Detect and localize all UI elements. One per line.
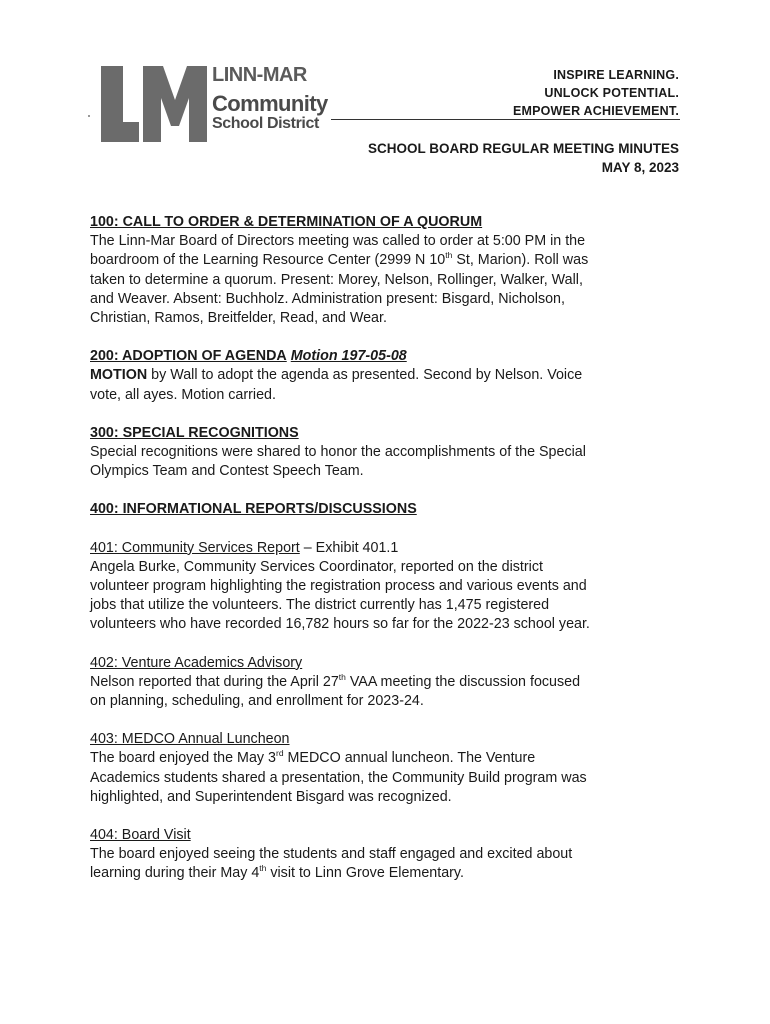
section-200-line: MOTION by Wall to adopt the agenda as presented. Second by Nelson. Voice [90,367,583,384]
tagline [513,66,679,120]
section-100-line: boardroom of the Learning Resource Center (2999 N 10th St, Marion). Roll was [90,250,589,269]
stray-dot [88,115,90,117]
section-100-line: Christian, Ramos, Breitfelder, Read, and Wear. [90,310,387,327]
logo-line-school-district: School District [212,115,319,132]
section-401-line: volunteers who have recorded 16,782 hours so far for the 2022-23 school year. [90,616,590,633]
motion-word: MOTION [90,367,148,384]
section-401-line: Angela Burke, Community Services Coordinator, reported on the district [90,558,543,575]
title-line-1: SCHOOL BOARD REGULAR MEETING MINUTES [367,141,679,156]
section-402-line: Nelson reported that during the April 27th VAA meeting the discussion focused [90,672,581,690]
section-403-heading: 403: MEDCO Annual Luncheon [90,731,290,748]
section-400-heading: 400: INFORMATIONAL REPORTS/DISCUSSIONS [90,501,417,518]
section-402-line: on planning, scheduling, and enrollment for 2023-24. [90,693,424,710]
section-402-heading: 402: Venture Academics Advisory [90,654,303,671]
section-403-line: Academics students shared a presentation, the Community Build program was [90,769,587,786]
section-401-line: volunteer program highlighting the registration process and various events and [90,578,587,595]
section-404-heading: 404: Board Visit [90,827,191,844]
section-403-line: The board enjoyed the May 3rd MEDCO annual luncheon. The Venture [90,748,536,767]
section-401-line: jobs that utilize the volunteers. The district currently has 1,475 registered [90,597,550,614]
lm-monogram-icon [99,64,209,144]
section-401-heading: 401: Community Services Report – Exhibit 401.1 [90,539,399,556]
section-300-heading: 300: SPECIAL RECOGNITIONS [90,424,299,441]
section-404-line: The board enjoyed seeing the students and staff engaged and excited about [90,846,573,863]
section-100-line: and Weaver. Absent: Buchholz. Administration present: Bisgard, Nicholson, [90,290,565,307]
section-100-line: taken to determine a quorum. Present: Morey, Nelson, Rollinger, Walker, Wall, [90,271,583,288]
document-title [368,139,679,177]
section-300-line: Special recognitions were shared to honor the accomplishments of the Special [90,444,586,461]
section-100-heading: 100: CALL TO ORDER & DETERMINATION OF A QUORUM [90,214,483,230]
tagline-line-1: INSPIRE LEARNING. [553,68,679,82]
section-403-line: highlighted, and Superintendent Bisgard was recognized. [90,788,452,805]
title-date: MAY 8, 2023 [601,160,679,175]
minutes-body [90,213,680,884]
section-200-line: vote, all ayes. Motion carried. [90,386,276,403]
motion-number: Motion 197-05-08 [290,348,407,365]
section-300-line: Olympics Team and Contest Speech Team. [90,463,364,480]
section-100-line: The Linn-Mar Board of Directors meeting was called to order at 5:00 PM in the [90,233,586,250]
district-logo [99,64,328,144]
tagline-line-3: EMPOWER ACHIEVEMENT. [512,104,679,118]
section-200-heading: 200: ADOPTION OF AGENDA Motion 197-05-08 [90,348,407,365]
logo-line-linn-mar: LINN-MAR [212,64,307,86]
logo-line-community: Community [212,91,328,116]
header-divider [331,119,680,120]
tagline-line-2: UNLOCK POTENTIAL. [544,86,679,100]
logo-wordmark [212,64,328,133]
section-404-line: learning during their May 4th visit to Linn Grove Elementary. [90,863,464,882]
